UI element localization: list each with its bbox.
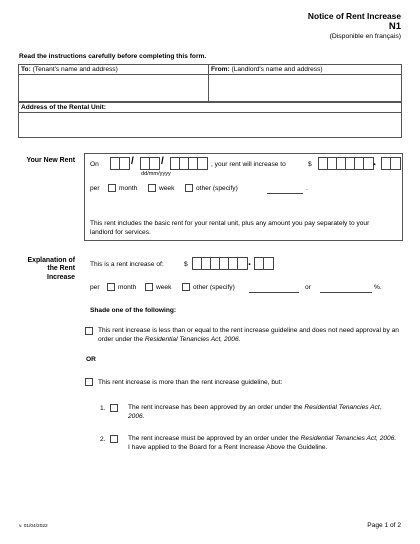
rental-unit-address-field[interactable] xyxy=(19,113,401,137)
increase-percent-field[interactable] xyxy=(320,292,372,293)
from-label: From: (Landlord's name and address) xyxy=(211,66,323,73)
period-suffix: . xyxy=(306,185,308,192)
increase-other-period-field[interactable] xyxy=(249,292,299,293)
applied-to-board-checkbox[interactable] xyxy=(110,435,118,443)
decimal-point: . xyxy=(373,156,377,168)
currency-symbol: $ xyxy=(308,161,312,168)
month-input[interactable] xyxy=(140,157,160,170)
per-other-label: other (specify) xyxy=(196,185,238,192)
increase-per-other-checkbox[interactable] xyxy=(182,283,190,291)
per-week-label: week xyxy=(159,185,175,192)
option-above-guideline-text: This rent increase is more than the rent increase guideline, but: xyxy=(98,379,283,386)
other-period-field[interactable] xyxy=(267,193,303,194)
increase-per-other-label: other (specify) xyxy=(193,284,235,291)
approved-by-order-checkbox[interactable] xyxy=(110,404,118,412)
version-stamp: v. 01/04/2022 xyxy=(19,524,48,529)
applied-to-board-text: The rent increase must be approved by an order under the Residential Tenancies Act, 2006. I have applied to the Board for a Rent Increase Above the Guideline. xyxy=(128,435,397,451)
sub-option-2-number: 2. xyxy=(100,436,106,443)
date-format-hint: dd/mm/yyyy xyxy=(141,171,171,177)
new-rent-dollars-input[interactable] xyxy=(318,156,377,170)
increase-per-week-checkbox[interactable] xyxy=(145,283,153,291)
increase-currency-symbol: $ xyxy=(184,261,188,268)
instructions-text: Read the instructions carefully before completing this form. xyxy=(19,53,207,60)
per-label: per xyxy=(90,185,100,192)
tenant-name-address-field[interactable] xyxy=(19,75,207,101)
date-slash-2: / xyxy=(161,156,164,167)
per-month-label: month xyxy=(119,185,138,192)
percent-label: %. xyxy=(374,284,382,291)
per-week-checkbox[interactable] xyxy=(148,184,156,192)
shade-one-heading: Shade one of the following: xyxy=(90,307,177,314)
rental-unit-address-label: Address of the Rental Unit: xyxy=(21,104,106,111)
or-label: or xyxy=(305,284,311,291)
new-rent-cents-input[interactable] xyxy=(381,157,401,170)
increase-decimal-point: . xyxy=(248,256,252,268)
increase-of-label: This is a rent increase of: xyxy=(90,261,164,268)
explanation-section-label: Explanation of the Rent Increase xyxy=(27,257,75,281)
page-number: Page 1 of 2 xyxy=(367,522,401,529)
day-input[interactable] xyxy=(110,157,130,170)
year-input[interactable] xyxy=(170,157,208,170)
or-divider: OR xyxy=(86,356,96,363)
per-other-checkbox[interactable] xyxy=(185,184,193,192)
form-code: N1 xyxy=(388,21,401,32)
date-slash-1: / xyxy=(131,156,134,167)
option-within-guideline-checkbox[interactable] xyxy=(85,327,93,335)
per-month-checkbox[interactable] xyxy=(108,184,116,192)
increase-per-month-checkbox[interactable] xyxy=(107,283,115,291)
increase-per-label: per xyxy=(90,284,100,291)
option-above-guideline-checkbox[interactable] xyxy=(85,378,93,386)
increase-per-month-label: month xyxy=(118,284,137,291)
language-note: (Disponible en français) xyxy=(329,33,401,40)
rent-increase-to-label: , your rent will increase to xyxy=(211,161,286,168)
on-label: On xyxy=(90,161,99,168)
landlord-name-address-field[interactable] xyxy=(209,75,401,101)
increase-per-week-label: week xyxy=(156,284,172,291)
sub-option-1-number: 1. xyxy=(100,405,106,412)
new-rent-section-label: Your New Rent xyxy=(26,157,75,164)
approved-by-order-text: The rent increase has been approved by an order under the Residential Tenancies Act, 2006. xyxy=(128,404,382,420)
form-title: Notice of Rent Increase xyxy=(307,11,401,21)
rent-includes-note: This rent includes the basic rent for your rental unit, plus any amount you pay separately to your landlord for services. xyxy=(90,220,370,236)
increase-dollars-input[interactable] xyxy=(192,257,248,270)
option-within-guideline-text: This rent increase is less than or equal to the rent increase guideline and does not need approval by an order under the Residential Tenancies Act, 2006. xyxy=(98,327,399,343)
increase-cents-input[interactable] xyxy=(254,257,274,270)
to-label: To: (Tenant's name and address) xyxy=(21,66,118,73)
